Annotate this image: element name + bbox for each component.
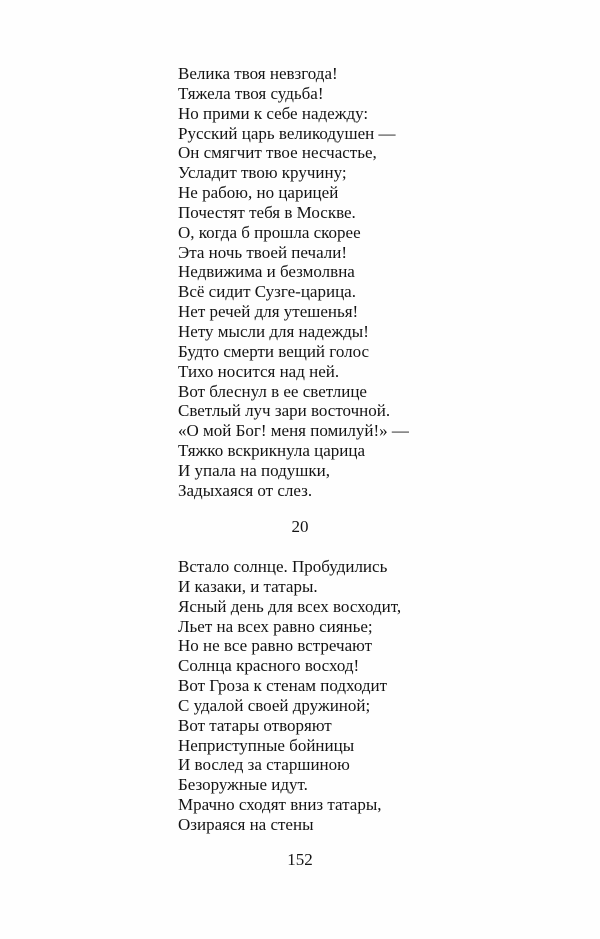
poem-line: Усладит твою кручину; [178,163,347,183]
poem-line: Он смягчит твое несчастье, [178,143,377,163]
poem-stanza-1 [178,64,409,501]
poem-line: Неприступные бойницы [178,735,355,755]
poem-line: Велика твоя невзгода! [178,64,338,83]
section-number: 20 [291,517,309,536]
poem-line: Льет на всех равно сиянье; [178,616,373,636]
poem-line: Будто смерти вещий голос [178,341,370,361]
poem-line: Всё сидит Сузге-царица. [178,282,356,302]
poem-line: И казаки, и татары. [178,576,318,596]
poem-line: Вот Гроза к стенам подходит [178,676,388,696]
poem-line: «О мой Бог! меня помилуй!» — [178,421,409,441]
poem-line: Светлый луч зари восточной. [178,401,391,421]
poem-line: Задыхаяся от слез. [178,480,313,500]
poem-line: Нет речей для утешенья! [178,302,359,322]
poem-line: Безоружные идут. [178,775,308,795]
poem-stanza-2 [178,557,401,835]
poem-line: И вослед за старшиною [178,755,350,775]
poem-line: Тяжела твоя судьба! [178,83,324,103]
poem-line: Ясный день для всех восходит, [178,596,402,616]
poem-line: Нету мысли для надежды! [178,321,369,341]
poem-line: Солнца красного восход! [178,656,360,676]
poem-line: О, когда б прошла скорее [178,222,361,242]
poem-line: И упала на подушки, [178,460,330,480]
poem-line: Мрачно сходят вниз татары, [178,795,382,815]
poem-line: Но не все равно встречают [178,636,373,656]
poem-line: Но прими к себе надежду: [178,103,369,123]
poem-line: Недвижима и безмолвна [178,262,355,282]
poem-line: Почестят тебя в Москве. [178,202,356,222]
poem-line: Тихо носится над ней. [178,361,340,381]
poem-line: Вот татары отворяют [178,715,332,735]
page-number: 152 [287,850,313,869]
poem-line: Тяжко вскрикнула царица [178,441,366,461]
poem-line: Встало солнце. Пробудились [178,557,388,576]
poem-line: Вот блеснул в ее светлице [178,381,367,401]
poem-line: Русский царь великодушен — [178,123,396,143]
poem-line: Озираяся на стены [178,814,314,834]
poem-line: Эта ночь твоей печали! [178,242,348,262]
poem-line: Не рабою, но царицей [178,183,339,203]
poem-line: С удалой своей дружиной; [178,695,371,715]
